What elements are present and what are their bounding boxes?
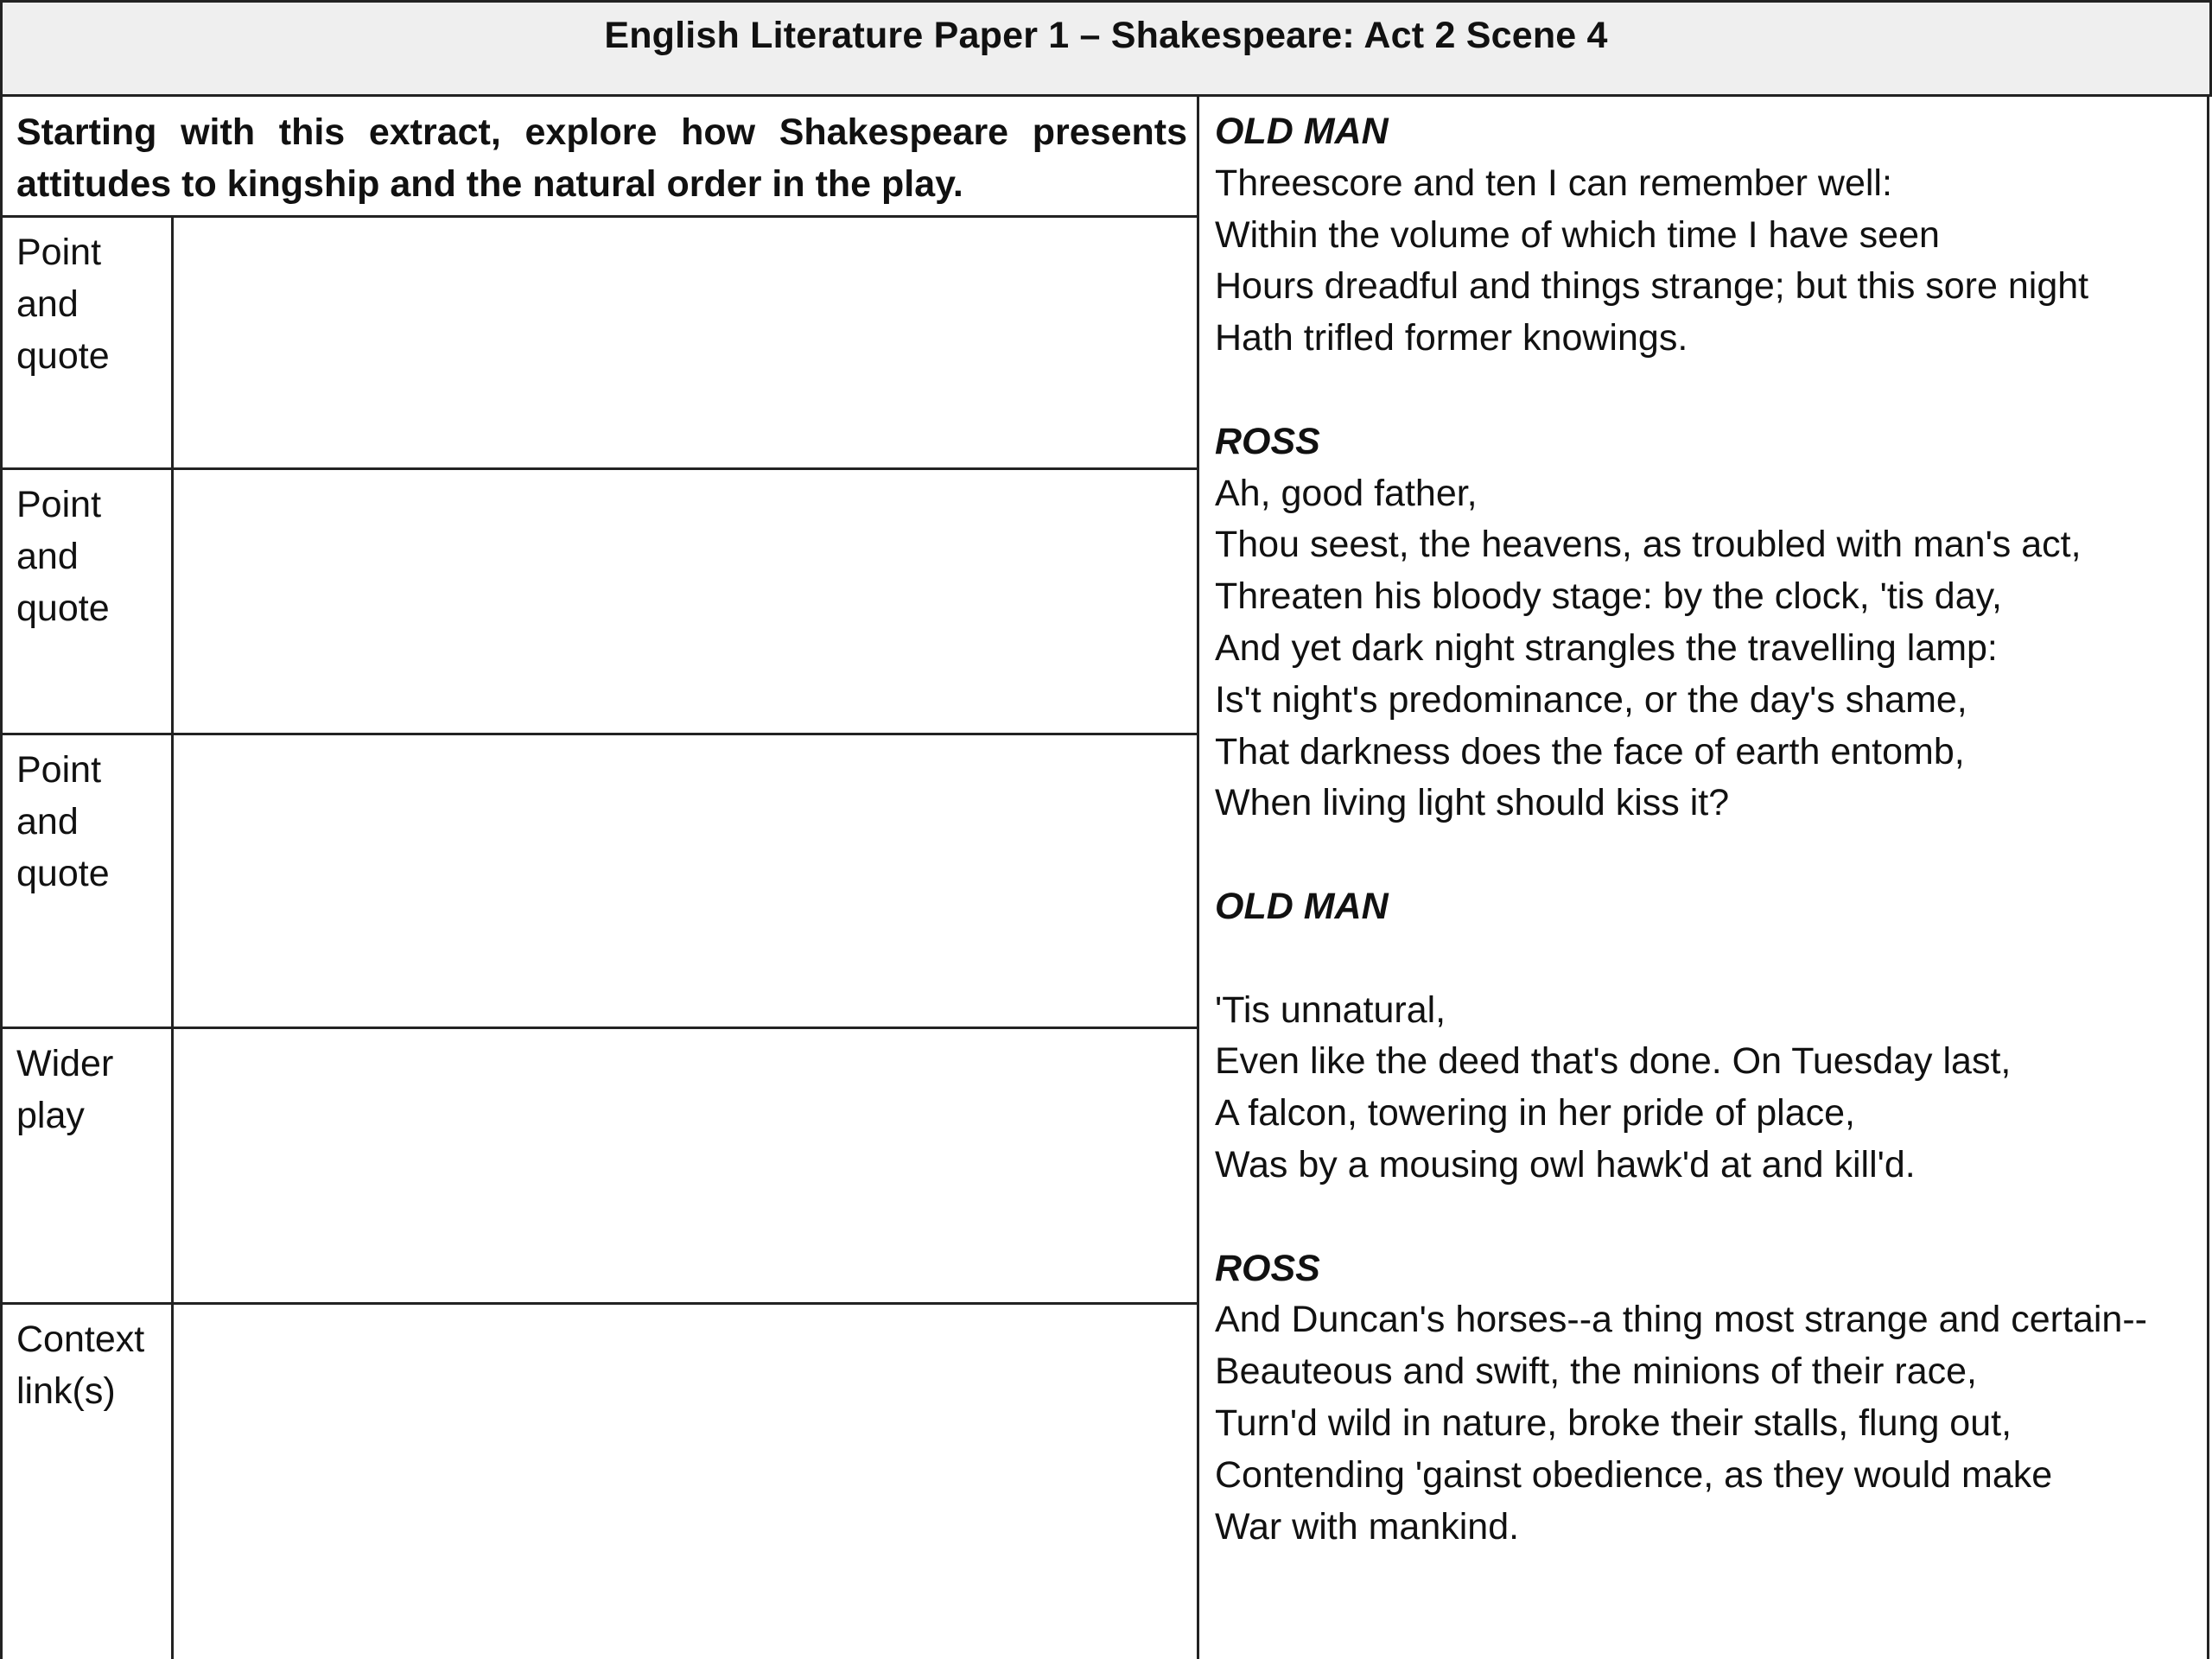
verse-line: Even like the deed that's done. On Tuesday last, xyxy=(1215,1040,2012,1083)
row-label: Point and quote xyxy=(3,470,174,733)
verse-line: 'Tis unnatural, xyxy=(1215,988,1446,1031)
answer-box[interactable] xyxy=(174,1305,1199,1659)
speaker-name: ROSS xyxy=(1215,420,1320,462)
planning-row-context xyxy=(3,1305,1199,1659)
verse-line: And yet dark night strangles the travelling lamp: xyxy=(1215,626,1998,669)
planning-row-wider-play xyxy=(3,1029,1199,1305)
row-label: Point and quote xyxy=(3,218,174,467)
title-bar xyxy=(0,0,2212,97)
verse-line: When living light should kiss it? xyxy=(1215,782,1730,824)
speaker-name: ROSS xyxy=(1215,1247,1320,1289)
verse-line: Threescore and ten I can remember well: xyxy=(1215,162,1892,204)
answer-box[interactable] xyxy=(174,470,1199,733)
verse-line: Turn'd wild in nature, broke their stalls, flung out, xyxy=(1215,1402,2012,1444)
verse-line: Ah, good father, xyxy=(1215,472,1478,514)
planning-row-point-3 xyxy=(3,735,1199,1029)
stanza-gap xyxy=(1215,365,2207,416)
verse-line: Is't night's predominance, or the day's shame, xyxy=(1215,678,1967,721)
verse-line: Beauteous and swift, the minions of their race, xyxy=(1215,1351,1977,1393)
stanza-gap xyxy=(1215,830,2207,881)
row-label: Context link(s) xyxy=(3,1305,174,1659)
answer-box[interactable] xyxy=(174,218,1199,467)
row-label: Point and quote xyxy=(3,735,174,1027)
planning-row-point-1 xyxy=(3,218,1199,470)
stanza-gap xyxy=(1215,1192,2207,1243)
planning-grid xyxy=(0,97,1199,1659)
answer-box[interactable] xyxy=(174,1029,1199,1302)
verse-line: Within the volume of which time I have seen xyxy=(1215,213,1940,256)
verse-line: Contending 'gainst obedience, as they would make xyxy=(1215,1453,2053,1496)
verse-line: A falcon, towering in her pride of place, xyxy=(1215,1092,1855,1135)
verse-line: War with mankind. xyxy=(1215,1505,1520,1548)
extract-panel xyxy=(1199,97,2209,1659)
verse-line: And Duncan's horses--a thing most strange and certain-- xyxy=(1215,1299,2147,1341)
blank-line xyxy=(1215,933,2207,985)
row-label: Wider play xyxy=(3,1029,174,1302)
planning-row-point-2 xyxy=(3,470,1199,735)
worksheet-title: English Literature Paper 1 – Shakespeare: Act 2 Scene 4 xyxy=(604,15,1608,56)
verse-line: Threaten his bloody stage: by the clock, 'tis day, xyxy=(1215,575,2002,618)
verse-line: That darkness does the face of earth entomb, xyxy=(1215,730,1965,772)
verse-line: Hours dreadful and things strange; but this sore night xyxy=(1215,265,2089,308)
answer-box[interactable] xyxy=(174,735,1199,1027)
verse-line: Hath trifled former knowings. xyxy=(1215,317,1688,359)
task-prompt: Starting with this extract, explore how Shakespeare presents attitudes to kingship and the natural order in the play. xyxy=(3,97,1199,218)
speaker-name: OLD MAN xyxy=(1215,111,1389,152)
verse-line: Thou seest, the heavens, as troubled with man's act, xyxy=(1215,524,2082,566)
verse-line: Was by a mousing owl hawk'd at and kill'd. xyxy=(1215,1143,1916,1185)
speaker-name: OLD MAN xyxy=(1215,885,1389,927)
